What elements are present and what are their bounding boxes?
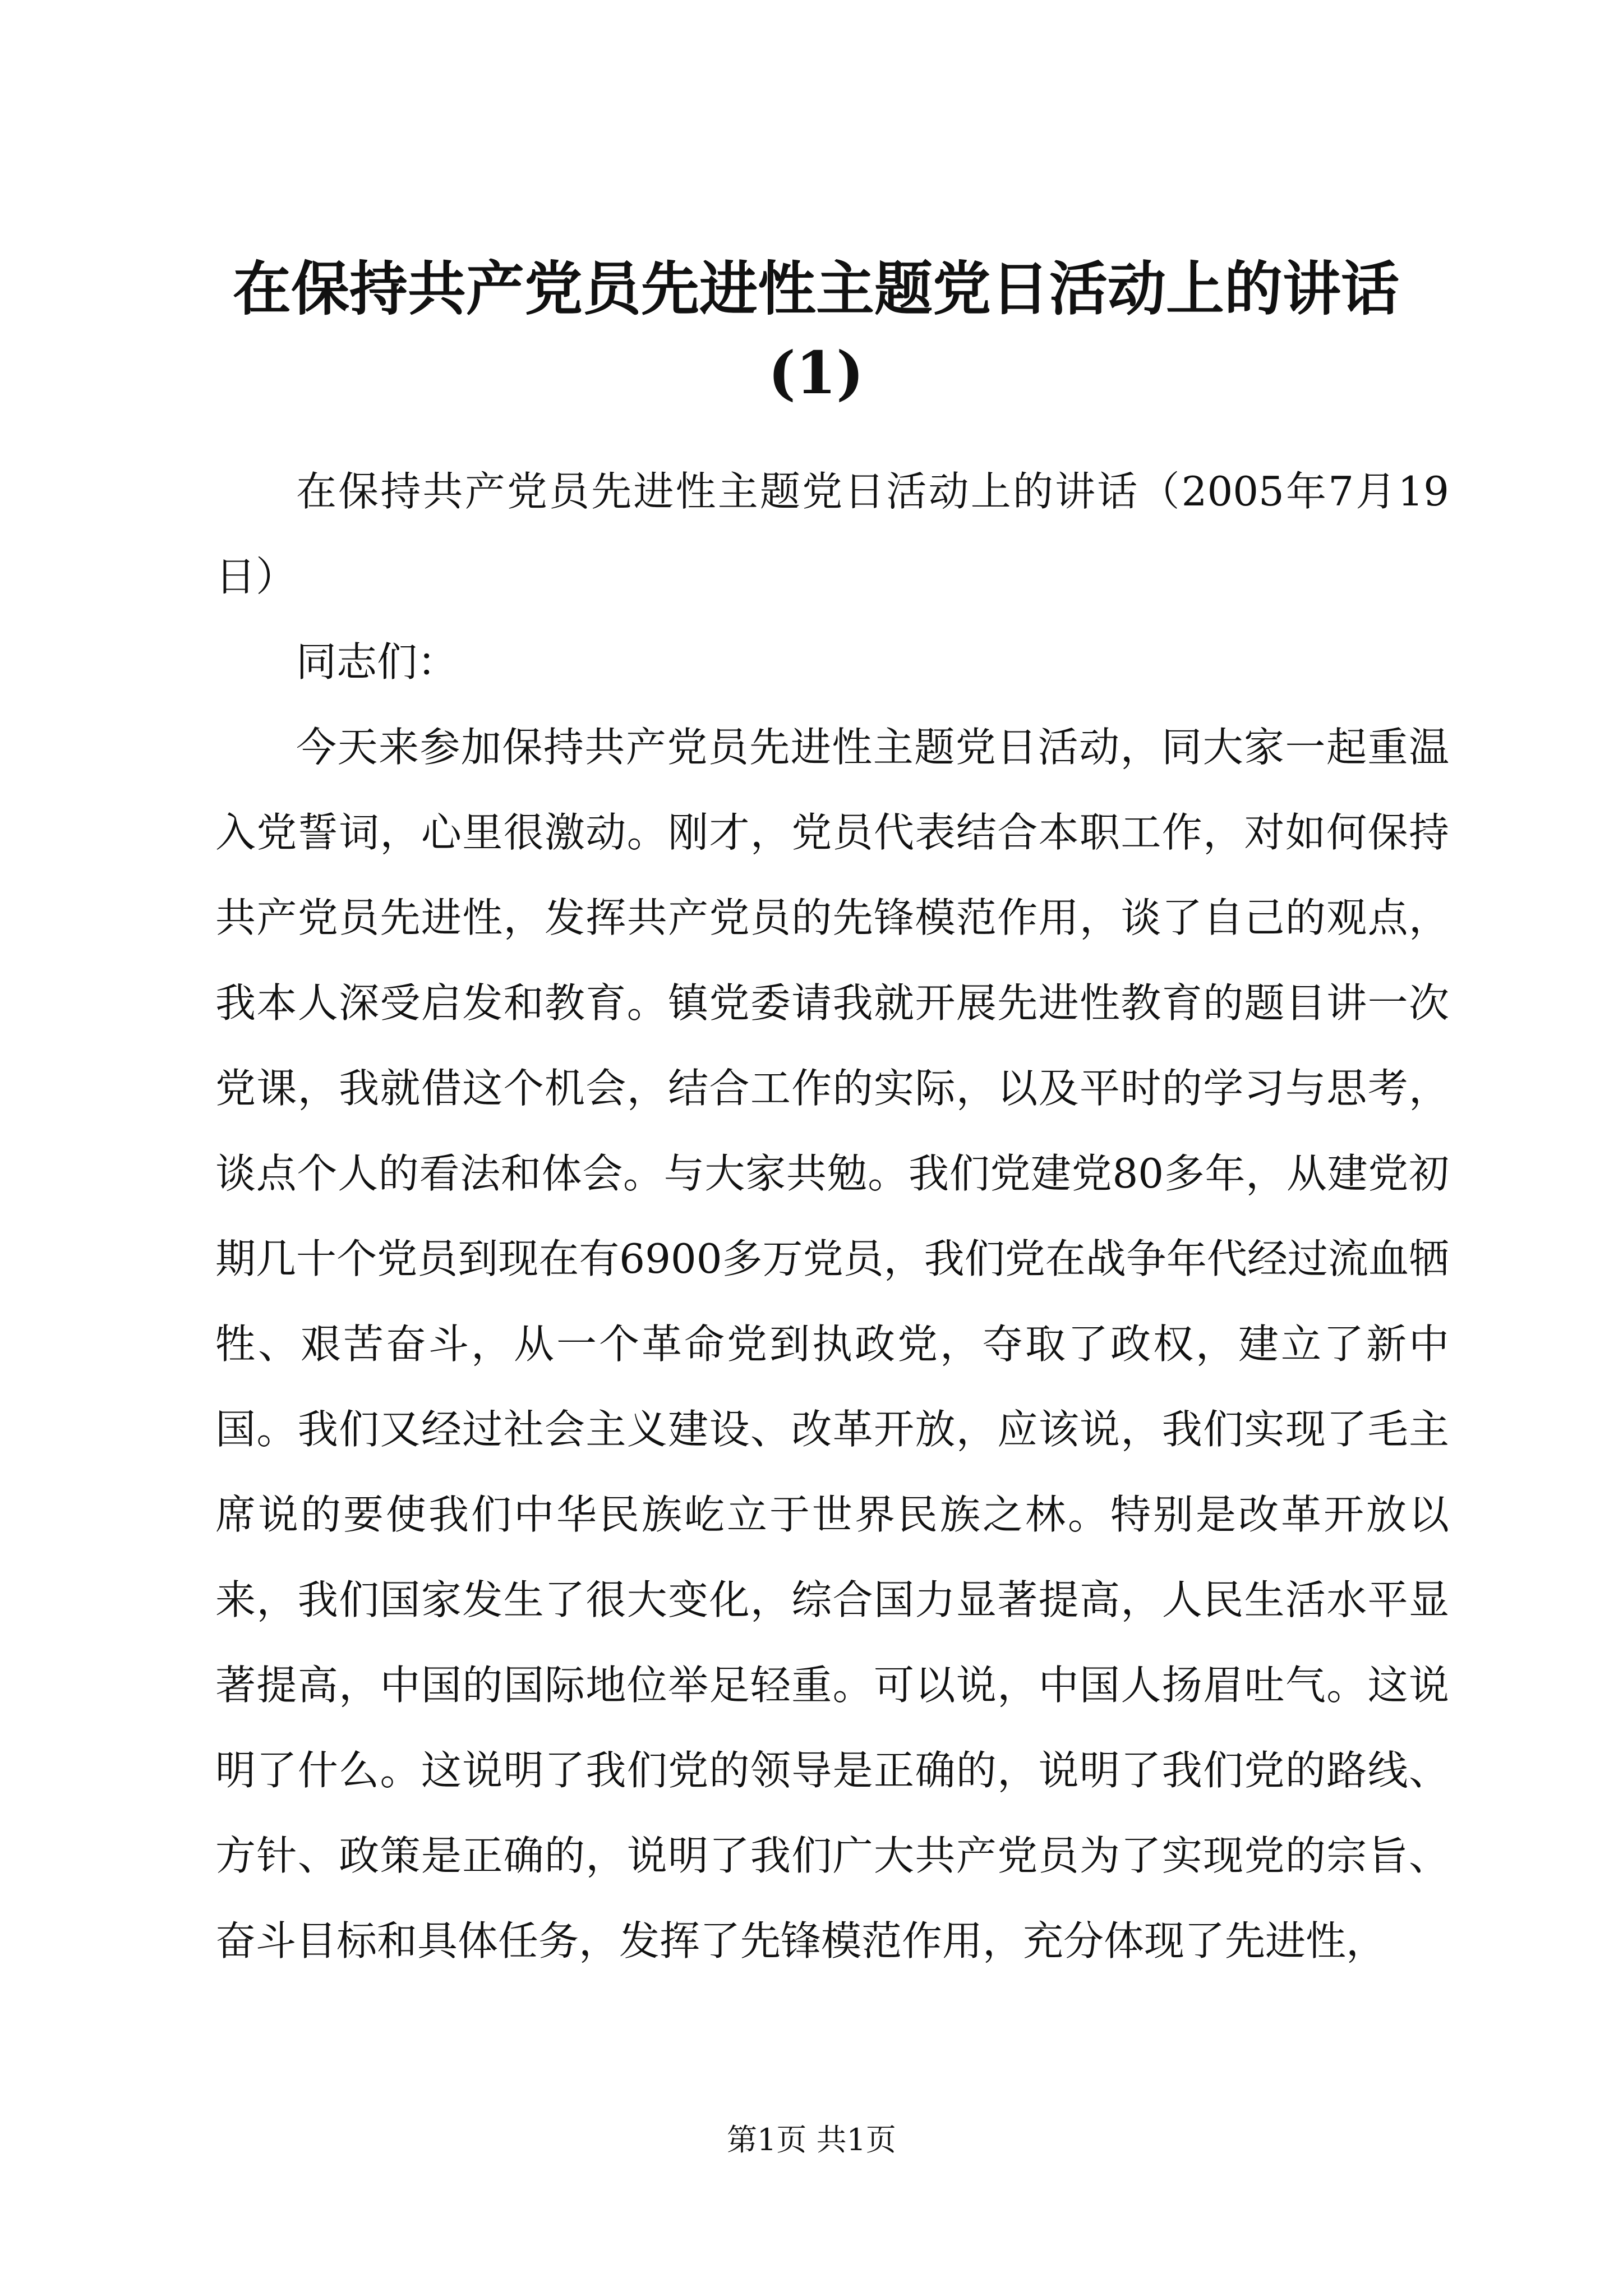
body-paragraph: 今天来参加保持共产党员先进性主题党日活动，同大家一起重温入党誓词，心里很激动。刚才，党员代表结合本职工作，对如何保持共产党员先进性，发挥共产党员的先锋模范作用，谈了自己的观点，我本人深受启发和教育。镇党委请我就开展先进性教育的题目讲一次党课，我就借这个机会，结合工作的实际，以及平时的学习与思考，谈点个人的看法和体会。与大家共勉。我们党建党80多年，从建党初期几十个党员到现在有6900多万党员，我们党在战争年代经过流血牺牲、艰苦奋斗，从一个革命党到执政党，夺取了政权，建立了新中国。我们又经过社会主义建设、改革开放，应该说，我们实现了毛主席说的要使我们中华民族屹立于世界民族之林。特别是改革开放以来，我们国家发生了很大变化，综合国力显著提高，人民生活水平显著提高，中国的国际地位举足轻重。可以说，中国人扬眉吐气。这说明了什么。这说明了我们党的领导是正确的，说明了我们党的路线、方针、政策是正确的，说明了我们广大共产党员为了实现党的宗旨、奋斗目标和具体任务，发挥了先锋模范作用，充分体现了先进性， [215, 724, 1449, 1964]
document-body [215, 449, 1449, 1984]
page-footer: 第1页 共1页 [727, 2122, 896, 2157]
speech-heading-paragraph: 在保持共产党员先进性主题党日活动上的讲话（2005年7月19日） [215, 468, 1449, 600]
salutation-paragraph: 同志们： [296, 638, 458, 685]
document-title: 在保持共产党员先进性主题党日活动上的讲话(1) [232, 254, 1399, 407]
